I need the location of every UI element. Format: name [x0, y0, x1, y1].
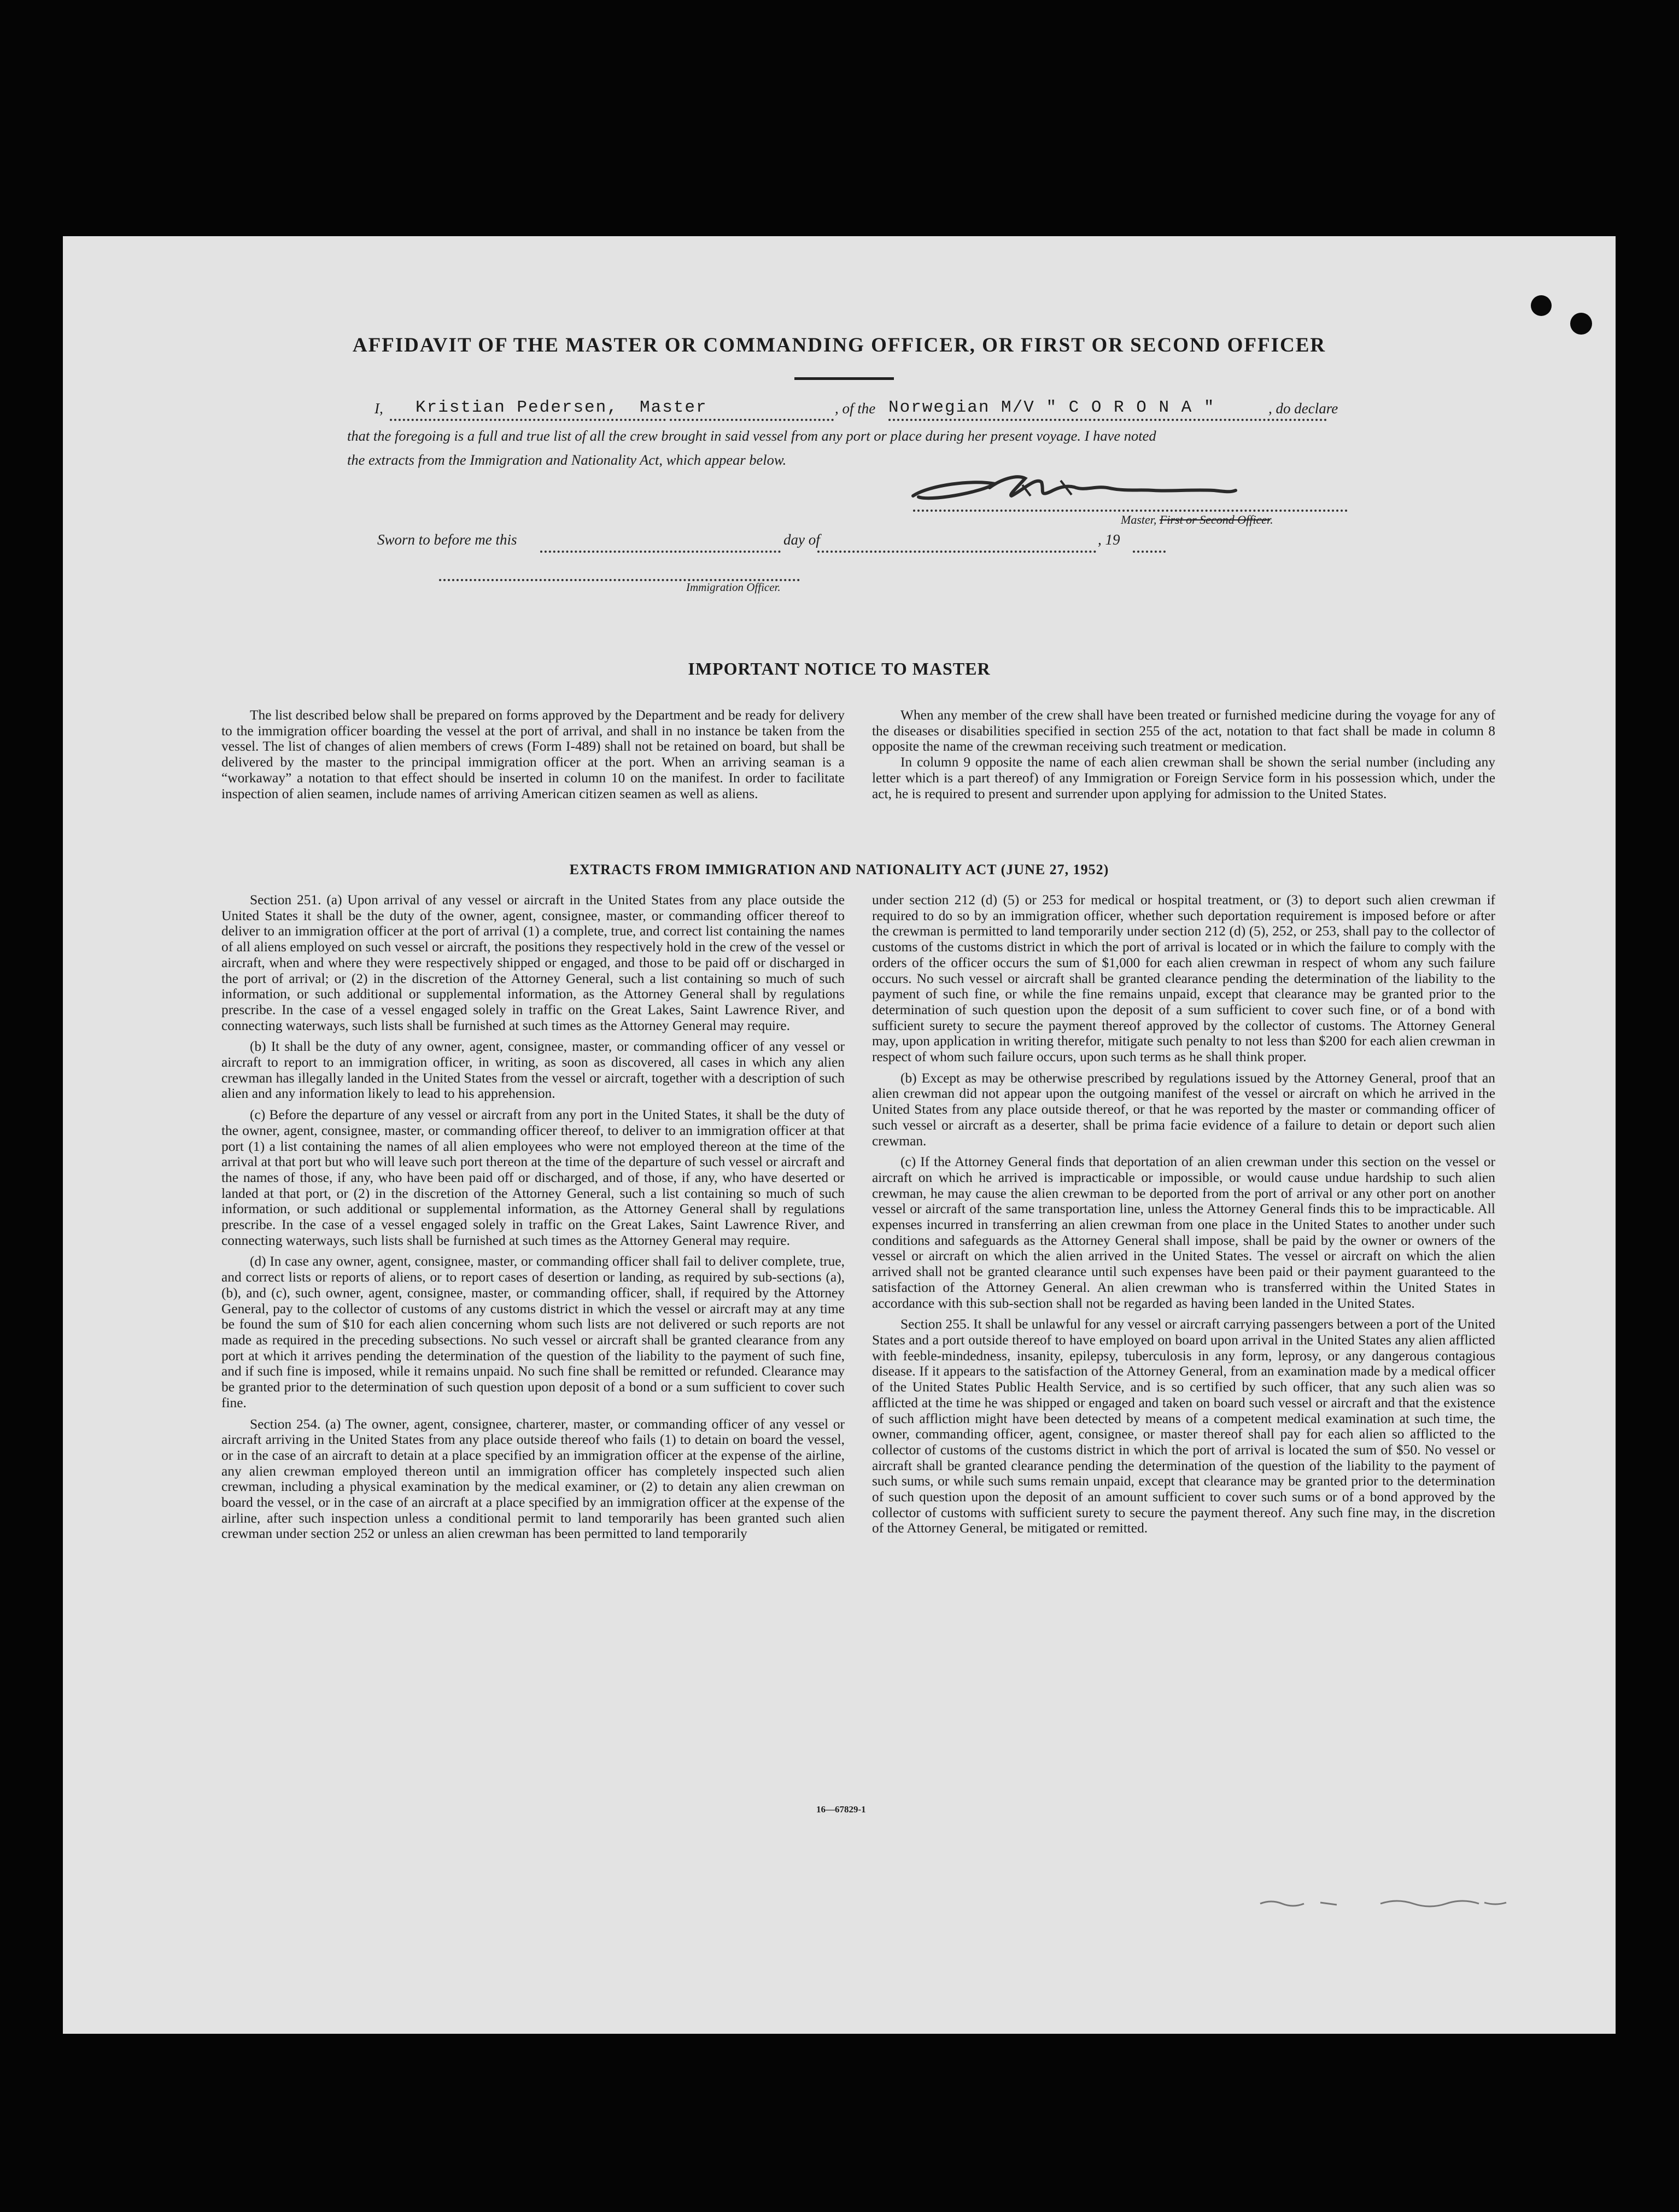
section-251-b: (b) It shall be the duty of any owner, agent, consignee, master, or commanding officer of any vessel or aircraft to report to an immigration officer, in writing, as soon as discovered, all cases in which any alien crewman has illegally landed in the United States from the vessel or aircraft, together with a description of such alien and any information likely to lead to his apprehension. [221, 1039, 845, 1102]
day-of-label: day of [783, 531, 820, 548]
do-declare-label: , do declare [1268, 400, 1338, 417]
caption-master: Master, [1121, 513, 1160, 526]
punch-hole-2 [1570, 313, 1592, 335]
extracts-title: EXTRACTS FROM IMMIGRATION AND NATIONALITY ACT (JUNE 27, 1952) [569, 862, 1109, 877]
section-251-c: (c) Before the departure of any vessel or aircraft from any port in the United States, it shall be the duty of the owner, agent, consignee, master, or commanding officer thereof, to deliver to an immigration officer at that port (1) a list containing the names of all alien employees who were not employed thereon at the time of the arrival at that port but who will leave such port thereon at the time of the departure of such vessel or aircraft and the names of those, if any, who have been paid off or discharged, and of those, if any, who have deserted or landed at that port, or (2) in the discretion of the Attorney General, such a list containing so much of such information, or such additional or supplemental information, as the Attorney General shall by regulations prescribe. In the case of a vessel engaged solely in traffic on the Great Lakes, Saint Lawrence River, and connecting waterways, such lists shall be furnished at such times as the Attorney General may require. [221, 1107, 845, 1248]
section-254-a: Section 254. (a) The owner, agent, consignee, charterer, master, or commanding officer of any vessel or aircraft arriving in the United States from any place outside thereof who fails (1) to detain on board the vessel, or in the case of an aircraft to detain at a place specified by an immigration officer at the expense of the airline, any alien crewman employed thereon until an immigration officer has completely inspected such alien crewman, including a physical examination by the medical examiner, or (2) to detain any alien crewman on board the vessel, or in the case of an aircraft at a place specified by an immigration officer at the expense of the airline, after such inspection unless a conditional permit to land temporarily has been granted such alien crewman under section 252 or unless an alien crewman has been permitted to land temporarily [221, 1416, 845, 1542]
sworn-label: Sworn to before me this [377, 531, 517, 548]
section-254-b: (b) Except as may be otherwise prescribed by regulations issued by the Attorney General, proof that an alien crewman did not appear upon the outgoing manifest of the vessel or aircraft on which he arrived in the United States from any place outside thereof, or that he was reported by the master or commanding officer of such vessel or aircraft as a deserter, shall be prima facie evidence of a failure to detain or deport such alien crewman. [872, 1070, 1495, 1149]
sworn-date-field[interactable] [540, 534, 781, 553]
of-the-label: , of the [835, 400, 876, 417]
master-signature-line[interactable] [913, 504, 1348, 512]
section-251-a: Section 251. (a) Upon arrival of any vessel or aircraft in the United States from any place outside the United States it shall be the duty of the owner, agent, consignee, master, or commanding officer thereof to deliver to an immigration officer at the port of arrival (1) a complete, true, and correct list containing the names of all aliens employed on such vessel or aircraft, the positions they respectively hold in the crew of the vessel or aircraft, when and where they were respectively shipped or engaged, and those to be paid off or discharged in the port of arrival; or (2) in the discretion of the Attorney General, such a list containing so much of such information, or such additional or supplemental information, as the Attorney General shall by regulations prescribe. In the case of a vessel engaged solely in traffic on the Great Lakes, Saint Lawrence River, and connecting waterways, such lists shall be furnished at such times as the Attorney General may require. [221, 892, 845, 1033]
sworn-month-field[interactable] [817, 534, 1096, 553]
extracts-left-column [221, 892, 845, 1542]
notice-left-column [221, 707, 845, 801]
extracts-right-column [872, 892, 1495, 1536]
scan-mark-graphic [1255, 1893, 1594, 1915]
section-254-a-cont: under section 212 (d) (5) or 253 for medical or hospital treatment, or (3) to deport such alien crewman if required to do so by an immigration officer, whether such deportation requirement is imposed before or after the crewman is permitted to land temporarily under section 212 (d) (5), 252, or 253, shall pay to the collector of customs of the customs district in which the port of arrival is located or in which the failure to comply with the orders of the officer occurs the sum of $1,000 for each alien crewman in respect of whom any such failure occurs. No such vessel or aircraft shall be granted clearance pending the determination of the liability to the payment of such fine, or while the fine remains unpaid, except that clearance may be granted prior to the determination of such question upon the deposit of a sum sufficient to cover such fine, or of a bond with sufficient surety to secure the payment thereof approved by the collector of customs. The Attorney General may, upon application in writing therefor, mitigate such penalty to not less than $200 for each alien crewman in respect of whom such failure occurs, upon such terms as he shall think proper. [872, 892, 1495, 1065]
caption-struck: First or Second Officer [1159, 513, 1271, 526]
punch-hole-1 [1531, 295, 1552, 316]
name-value: Kristian Pedersen, [416, 398, 618, 417]
affidavit-title: AFFIDAVIT OF THE MASTER OR COMMANDING OFFICER, OR FIRST OR SECOND OFFICER [352, 334, 1326, 356]
notice-right-paragraph-2: In column 9 opposite the name of each alien crewman shall be shown the serial number (including any letter which is a part thereof) of any Immigration or Foreign Service form in his possession which, under the act, he is required to present and surrender upon applying for admission to the United States. [872, 754, 1495, 801]
i-label: I, [375, 400, 383, 417]
form-page [63, 236, 1616, 2034]
section-254-c: (c) If the Attorney General finds that deportation of an alien crewman under this section on the vessel or aircraft on which he arrived is impracticable or impossible, or would cause undue hardship to such alien crewman, he may cause the alien crewman to be deported from the port of arrival or any other port on another vessel or aircraft of the same transportation line, unless the Attorney General finds this to be impracticable. All expenses incurred in transferring an alien crewman from one place in the United States to another under such conditions and safeguards as the Attorney General shall impose, shall be paid by the owner or owners of the vessel or aircraft on which the alien arrived in the United States. The vessel or aircraft on which the alien arrived shall not be granted clearance until such expenses have been paid or their payment guaranteed to the satisfaction of the Attorney General. An alien crewman who is transferred within the United States in accordance with this sub-section shall not be regarded as having been landed in the United States. [872, 1154, 1495, 1311]
section-251-d: (d) In case any owner, agent, consignee, master, or commanding officer shall fail to deliver complete, true, and correct lists or reports of aliens, or to report cases of desertion or landing, as required by sub-sections (a), (b), and (c), such owner, agent, consignee, master, or commanding officer, shall, if required by the Attorney General, pay to the collector of customs of any customs district in which the vessel or aircraft may at any time be found the sum of $10 for each alien concerning whom such lists are not delivered or such reports are not made as required in the preceding subsections. No such vessel or aircraft shall be granted clearance from any port at which it arrives pending the determination of the question of the liability to the payment of such fine, and if such fine is imposed, while it remains unpaid. No such fine shall be remitted or refunded. Clearance may be granted prior to the determination of such question upon deposit of a bond or a sum sufficient to cover such fine. [221, 1254, 845, 1411]
caption-end: . [1270, 513, 1273, 526]
immigration-officer-line[interactable] [439, 572, 800, 581]
form-number: 16—67829-1 [816, 1804, 866, 1815]
notice-right-column [872, 707, 1495, 801]
statement-line-1: that the foregoing is a full and true list of all the crew brought in said vessel from any port or place during her present voyage. I have noted [347, 428, 1156, 444]
rank-value: Master [640, 398, 707, 417]
rank-field-line [670, 401, 834, 421]
vessel-value: Norwegian M/V " C O R O N A " [888, 398, 1215, 417]
notice-right-paragraph-1: When any member of the crew shall have been treated or furnished medicine during the voyage for any of the diseases or disabilities specified in section 255 of the act, notation to that fact shall be made in column 8 opposite the name of the crewman receiving such treatment or medication. [872, 707, 1495, 754]
title-rule [794, 377, 894, 380]
notice-left-paragraph: The list described below shall be prepared on forms approved by the Department and be ready for delivery to the immigration officer boarding the vessel at the port of arrival, and shall in no instance be taken from the vessel. The list of changes of alien members of crews (Form I-489) shall not be retained on board, but shall be delivered by the master to the principal immigration officer at the port. When an arriving seaman is a “workaway” a notation to that effect should be inserted in column 10 on the manifest. In order to facilitate inspection of alien seamen, include names of arriving American citizen seamen as well as aliens. [221, 707, 845, 801]
statement-line-2: the extracts from the Immigration and Nationality Act, which appear below. [347, 452, 787, 468]
notice-title: IMPORTANT NOTICE TO MASTER [688, 659, 991, 678]
section-255: Section 255. It shall be unlawful for any vessel or aircraft carrying passengers between a port of the United States and a port outside thereof to have employed on board upon arrival in the United States any alien afflicted with feeble-mindedness, insanity, epilepsy, tuberculosis in any form, leprosy, or any dangerous contagious disease. If it appears to the satisfaction of the Attorney General, from an examination made by a medical officer of the United States Public Health Service, and is so certified by such officer, that any such alien was so afflicted at the time he was shipped or engaged and taken on board such vessel or aircraft and that the existence of such affliction might have been detected by means of a competent medical examination at such time, the owner, commanding officer, agent, consignee, or master thereof shall pay for each alien so afflicted to the collector of customs of the customs district in which the port of arrival is located the sum of $50. No vessel or aircraft shall be granted clearance pending the determination of the question of the liability to the payment of such sums, or while such sums remain unpaid, except that clearance may be granted prior to the determination of such question upon the deposit of an amount sufficient to cover such sums or of a bond approved by the collector of customs with sufficient surety to secure the payment thereof. Any such fine may, in the discretion of the Attorney General, be mitigated or remitted. [872, 1316, 1495, 1536]
year-label: , 19 [1098, 531, 1120, 548]
sworn-year-field[interactable] [1133, 534, 1166, 553]
signature-caption [1121, 513, 1273, 527]
immigration-officer-caption: Immigration Officer. [686, 581, 781, 594]
